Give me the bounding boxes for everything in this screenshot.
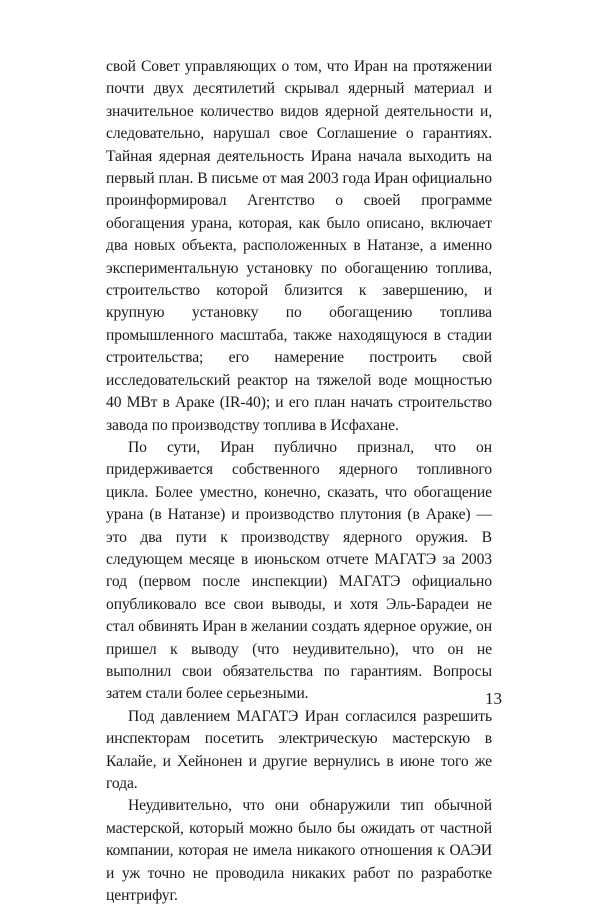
page-number: 13 <box>485 689 502 708</box>
paragraph-4: Неудивительно, что они обнаружили тип обычной мастерской, который можно было бы ожидать от частной компании, которая не имела никакого отношения к ОАЭИ и уж точно не проводила никаких работ по разработке центрифуг. <box>106 797 492 905</box>
paragraph-1: свой Совет управляющих о том, что Иран на протяжении почти двух десятилетий скрывал ядерный материал и значительное количество видов ядерной деятельности и, следовательно, нарушал свое Соглашение о гарантиях. Тайная ядерная деятельность Ирана начала выходить на первый план. В письме от мая 2003 года Иран официально проинформировал Агентство о своей программе обогащения урана, которая, как было описано, включает два новых объекта, расположенных в Натанзе, а именно экспериментальную установку по обогащению топлива, строительство которой близится к завершению, и крупную установку по обогащению топлива промышленного масштаба, также находящуюся в стадии строительства; его намерение построить свой исследовательский реактор на тяжелой воде мощностью 40 МВт в Араке (IR-40); и его план начать строительство завода по производству топлива в Исфахане. <box>106 58 492 434</box>
paragraph-2: По сути, Иран публично признал, что он придерживается собственного ядерного топливного цикла. Более уместно, конечно, сказать, что обогащение урана (в Натанзе) и производство плутония (в Араке) — это два пути к производству ядерного оружия. В следующем месяце в июньском отчете МАГАТЭ за 2003 год (первом после инспекции) МАГАТЭ официально опубликовало все свои выводы, и хотя Эль-Барадеи не стал обвинять Иран в желании создать ядерное оружие, он пришел к выводу (что неудивительно), что он не выполнил свои обязательства по гарантиям. Вопросы затем стали более серьезными. <box>106 438 492 703</box>
body-text <box>106 56 492 907</box>
paragraph-3: Под давлением МАГАТЭ Иран согласился разрешить инспекторам посетить электрическую мастерскую в Калайе, и Хейнонен и другие вернулись в июне того же года. <box>106 707 492 792</box>
